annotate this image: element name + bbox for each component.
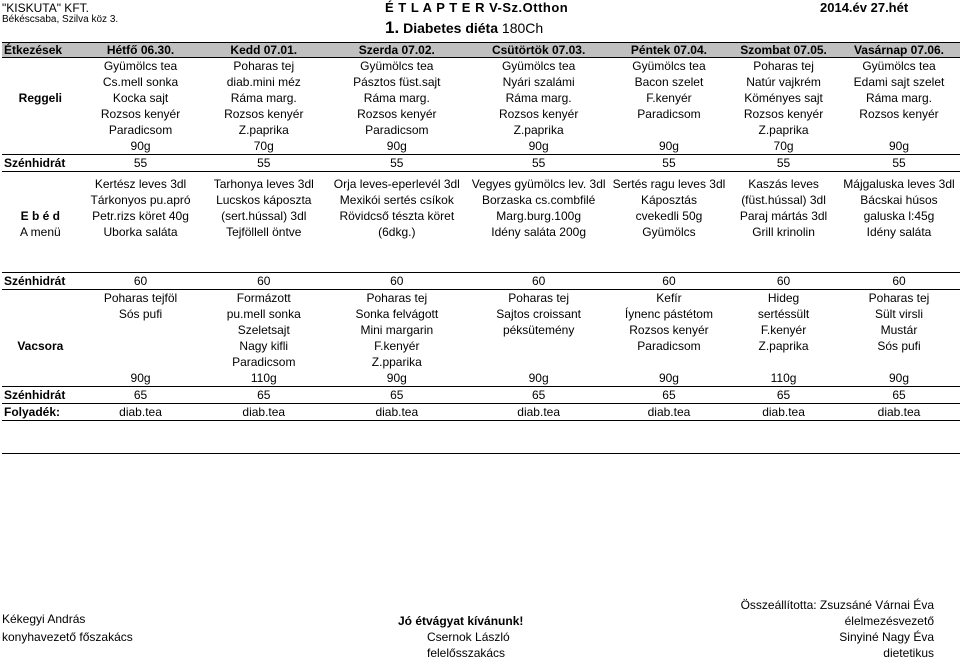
dinner-item-cell: Sült virsli <box>874 307 923 321</box>
lunch-dish-cell: Idény saláta <box>866 225 932 239</box>
breakfast-item-cell: Gyümölcs tea <box>360 59 434 73</box>
row-label-empty <box>2 122 79 138</box>
carb-value-cell: 60 <box>468 273 608 290</box>
carb-value-cell: 65 <box>838 387 960 404</box>
spacer-cell <box>838 421 960 438</box>
lunch-dish-cell: Káposztás <box>640 193 697 207</box>
breakfast-item-cell: Cs.mell sonka <box>102 75 179 89</box>
breakfast-item-cell: Paradicsom <box>637 107 701 121</box>
carb-value-cell: 65 <box>79 387 203 404</box>
drink-cell: diab.tea <box>729 404 838 421</box>
spacer-cell <box>609 421 729 438</box>
row-label-empty <box>2 138 79 155</box>
lunch-dish-cell: Kaszás leves <box>748 177 819 191</box>
row-label-empty <box>2 306 79 322</box>
carb-value-cell: 60 <box>729 273 838 290</box>
row-label: Folyadék: <box>2 404 79 421</box>
dinner-item-cell <box>79 354 203 370</box>
dinner-item-cell: Mustár <box>880 323 918 337</box>
lunch-dish-cell: Petr.rizs köret 40g <box>92 209 189 223</box>
dinner-item-cell: 90g <box>130 371 151 385</box>
footer-right-name2: Sinyiné Nagy Éva <box>839 630 934 644</box>
row-label: Szénhidrát <box>2 155 79 172</box>
spacer-cell <box>468 256 608 273</box>
lunch-dish-cell: Rövidcső tészta köret <box>339 209 455 223</box>
lunch-dish-cell: Kertész leves 3dl <box>94 177 187 191</box>
dinner-item-cell: Poharas tej <box>868 291 930 305</box>
breakfast-item-cell: diab.mini méz <box>226 75 301 89</box>
dinner-item-cell: Formázott <box>236 291 291 305</box>
dinner-item-cell: 90g <box>658 371 679 385</box>
row-label-empty <box>2 74 79 90</box>
dinner-item-cell: 90g <box>528 371 549 385</box>
dinner-item-cell: péksütemény <box>502 323 575 337</box>
breakfast-item-cell: Rozsos kenyér <box>498 107 579 121</box>
lunch-dish-cell: Tejföllell öntve <box>226 225 302 239</box>
carb-value-cell: 65 <box>609 387 729 404</box>
carb-value-cell: 55 <box>838 155 960 172</box>
dinner-item-cell <box>729 354 838 370</box>
lunch-dish-cell: Mexikói sertés csíkok <box>339 193 454 207</box>
row-label-empty <box>2 176 79 192</box>
lunch-dish-cell: Grill krinolin <box>752 225 815 239</box>
lunch-dish-cell: (sert.hússal) 3dl <box>221 209 307 223</box>
row-label: E b é d <box>20 209 61 223</box>
breakfast-item-cell: Pásztos füst.sajt <box>353 75 441 89</box>
lunch-dish-cell: Uborka saláta <box>103 225 178 239</box>
breakfast-item-cell: Ráma marg. <box>363 91 430 105</box>
row-label-empty <box>2 322 79 338</box>
spacer-cell <box>838 240 960 256</box>
dinner-item-cell: pu.mell sonka <box>226 307 301 321</box>
row-label-empty <box>2 58 79 75</box>
carb-value-cell: 60 <box>609 273 729 290</box>
breakfast-item-cell: 90g <box>528 139 549 153</box>
spacer-cell <box>609 240 729 256</box>
day-header: Kedd 07.01. <box>202 43 325 58</box>
week-label: 2014.év 27.hét <box>820 0 909 15</box>
breakfast-item-cell: 90g <box>888 139 909 153</box>
dinner-item-cell: Sós pufi <box>877 339 921 353</box>
drink-cell: diab.tea <box>79 404 203 421</box>
day-header: Vasárnap 07.06. <box>838 43 960 58</box>
spacer-cell <box>325 240 468 256</box>
breakfast-item-cell: F.kenyér <box>646 91 692 105</box>
footer-center-name: Csernok László <box>427 630 510 644</box>
carb-value-cell: 55 <box>202 155 325 172</box>
dinner-item-cell <box>609 354 729 370</box>
breakfast-item-cell: Gyümölcs tea <box>862 59 936 73</box>
breakfast-item-cell: Paradicsom <box>108 123 173 137</box>
spacer-cell <box>468 421 608 438</box>
spacer-cell <box>729 437 838 454</box>
lunch-dish-cell: Májgaluska leves 3dl <box>843 177 955 191</box>
spacer-cell <box>79 240 203 256</box>
lunch-dish-cell: cvekedli 50g <box>635 209 703 223</box>
lunch-dish-cell: Tárkonyos pu.apró <box>90 193 191 207</box>
breakfast-item-cell: Gyümölcs tea <box>103 59 178 73</box>
dinner-item-cell: sertéssült <box>757 307 810 321</box>
header-meal-label: Étkezések <box>2 43 79 58</box>
footer-compiled-by: Összeállította: Zsuzsáné Várnai Éva <box>740 598 934 612</box>
carb-value-cell: 60 <box>838 273 960 290</box>
carb-value-cell: 65 <box>325 387 468 404</box>
breakfast-item-cell: Z.paprika <box>513 123 564 137</box>
spacer-cell <box>325 256 468 273</box>
carb-value-cell: 55 <box>468 155 608 172</box>
row-label: Vacsora <box>17 339 64 353</box>
company-address: Békéscsaba, Szilva köz 3. <box>2 14 119 25</box>
dinner-item-cell: Paradicsom <box>232 355 296 369</box>
dinner-item-cell: Szeletsajt <box>237 323 290 337</box>
carb-value-cell: 60 <box>325 273 468 290</box>
lunch-dish-cell: Gyümölcs <box>642 225 696 239</box>
drink-cell: diab.tea <box>609 404 729 421</box>
drink-cell: diab.tea <box>202 404 325 421</box>
carb-value-cell: 55 <box>79 155 203 172</box>
dinner-item-cell: Kefír <box>656 291 682 305</box>
dinner-item-cell: Poharas tej <box>366 291 428 305</box>
drink-cell: diab.tea <box>325 404 468 421</box>
breakfast-item-cell: Edami sajt szelet <box>853 75 945 89</box>
spacer-cell <box>729 256 838 273</box>
breakfast-item-cell: Rozsos kenyér <box>224 107 304 121</box>
spacer-cell <box>79 256 203 273</box>
drink-cell: diab.tea <box>838 404 960 421</box>
spacer-cell <box>2 240 79 256</box>
row-label-empty <box>2 354 79 370</box>
drink-cell: diab.tea <box>468 404 608 421</box>
diet-number: 1. <box>385 18 400 37</box>
diet-carbs: 180Ch <box>501 20 544 36</box>
dinner-item-cell: Nagy kifli <box>239 339 289 353</box>
breakfast-item-cell: 90g <box>386 139 407 153</box>
breakfast-item-cell: Ráma marg. <box>865 91 932 105</box>
dinner-item-cell: 110g <box>250 371 277 385</box>
breakfast-item-cell: Köményes sajt <box>744 91 823 105</box>
lunch-dish-cell: Sertés ragu leves 3dl <box>612 177 726 191</box>
spacer-cell <box>729 240 838 256</box>
spacer-cell <box>468 240 608 256</box>
menu-plan-title: É T L A P T E R V-Sz.Otthon <box>385 0 569 15</box>
day-header: Szerda 07.02. <box>325 43 468 58</box>
lunch-dish-cell: Paraj mártás 3dl <box>739 209 828 223</box>
spacer-cell <box>838 256 960 273</box>
dinner-item-cell: Sonka felvágott <box>355 307 439 321</box>
lunch-dish-cell: Lucskos káposzta <box>216 193 312 207</box>
breakfast-item-cell: Rozsos kenyér <box>357 107 437 121</box>
footer-right-role2: dietetikus <box>883 646 934 660</box>
dinner-item-cell: Z.pparika <box>371 355 422 369</box>
carb-value-cell: 55 <box>325 155 468 172</box>
carb-value-cell: 60 <box>79 273 203 290</box>
dinner-item-cell: Sajtos croissant <box>496 307 581 321</box>
footer-slogan: Jó étvágyat kívánunk! <box>398 614 524 628</box>
dinner-item-cell: 90g <box>386 371 407 385</box>
spacer-cell <box>325 421 468 438</box>
carb-value-cell: 55 <box>729 155 838 172</box>
spacer-cell <box>202 421 325 438</box>
dinner-item-cell: Mini margarin <box>360 323 434 337</box>
dinner-item-cell: 110g <box>770 371 797 385</box>
lunch-dish-cell: Tarhonya leves 3dl <box>213 177 314 191</box>
spacer-cell <box>2 421 79 438</box>
dinner-item-cell <box>838 354 960 370</box>
dinner-item-cell: Sós pufi <box>118 307 163 321</box>
lunch-dish-cell: galuska l:45g <box>863 209 935 223</box>
dinner-item-cell: Íynenc pástétom <box>624 307 713 321</box>
spacer-cell <box>202 437 325 454</box>
company-name: "KISKUTA" KFT. <box>2 1 89 15</box>
breakfast-item-cell: Rozsos kenyér <box>743 107 824 121</box>
row-label: Szénhidrát <box>2 273 79 290</box>
dinner-item-cell: Hideg <box>767 291 800 305</box>
row-label: A menü <box>19 225 61 239</box>
breakfast-item-cell: Poharas tej <box>233 59 295 73</box>
lunch-dish-cell: Borzaska cs.combfilé <box>481 193 596 207</box>
row-label-empty <box>2 106 79 122</box>
lunch-dish-cell: Bácskai húsos <box>860 193 938 207</box>
spacer-cell <box>2 256 79 273</box>
dinner-item-cell: F.kenyér <box>760 323 807 337</box>
breakfast-item-cell: Rozsos kenyér <box>859 107 939 121</box>
breakfast-item-cell: Z.paprika <box>758 123 809 137</box>
row-label: Reggeli <box>18 91 63 105</box>
row-label-empty <box>2 192 79 208</box>
dinner-item-cell: Z.paprika <box>758 339 809 353</box>
spacer-cell <box>609 256 729 273</box>
footer-left-name: Kékegyi András <box>2 612 86 626</box>
carb-value-cell: 65 <box>729 387 838 404</box>
lunch-dish-cell: Idény saláta 200g <box>491 225 587 239</box>
breakfast-item-cell: Poharas tej <box>753 59 814 73</box>
menu-table <box>2 42 960 454</box>
spacer-cell <box>202 240 325 256</box>
breakfast-item-cell: 70g <box>773 139 794 153</box>
breakfast-item-cell: Z.paprika <box>238 123 289 137</box>
dinner-item-cell <box>79 322 203 338</box>
breakfast-item-cell: Natúr vajkrém <box>746 75 821 89</box>
carb-value-cell: 55 <box>609 155 729 172</box>
day-header: Hétfő 06.30. <box>79 43 203 58</box>
dinner-item-cell: 90g <box>888 371 909 385</box>
spacer-cell <box>609 437 729 454</box>
dinner-item-cell: F.kenyér <box>374 339 420 353</box>
spacer-cell <box>468 437 608 454</box>
footer-center-role: felelősszakács <box>427 646 506 660</box>
breakfast-item-cell <box>838 122 960 138</box>
spacer-cell <box>202 256 325 273</box>
row-label-empty <box>2 370 79 387</box>
footer-right-role1: élelmezésvezető <box>844 614 934 628</box>
spacer-cell <box>79 437 203 454</box>
dinner-item-cell <box>79 338 203 354</box>
dinner-item-cell: Paradicsom <box>637 339 701 353</box>
spacer-cell <box>325 437 468 454</box>
lunch-dish-cell: (füst.hússal) 3dl <box>741 193 826 207</box>
breakfast-item-cell: Kocka sajt <box>112 91 169 105</box>
breakfast-item-cell: Bacon szelet <box>634 75 704 89</box>
breakfast-item-cell: Gyümölcs tea <box>501 59 576 73</box>
dinner-item-cell: Poharas tej <box>508 291 569 305</box>
breakfast-item-cell: 90g <box>658 139 679 153</box>
day-header: Péntek 07.04. <box>609 43 729 58</box>
diet-title <box>385 18 543 38</box>
dinner-item-cell <box>468 338 608 354</box>
carb-value-cell: 60 <box>202 273 325 290</box>
spacer-cell <box>729 421 838 438</box>
lunch-dish-cell: Orja leves-eperlevél 3dl <box>333 177 460 191</box>
breakfast-item-cell: 90g <box>130 139 151 153</box>
carb-value-cell: 65 <box>468 387 608 404</box>
day-header: Szombat 07.05. <box>729 43 838 58</box>
carb-value-cell: 65 <box>202 387 325 404</box>
dinner-item-cell <box>468 354 608 370</box>
breakfast-item-cell: Nyári szalámi <box>502 75 575 89</box>
breakfast-item-cell: 70g <box>253 139 274 153</box>
lunch-dish-cell: Vegyes gyümölcs lev. 3dl <box>471 177 606 191</box>
breakfast-item-cell <box>609 122 729 138</box>
lunch-dish-cell: (6dkg.) <box>378 225 416 239</box>
lunch-dish-cell: Marg.burg.100g <box>496 209 582 223</box>
row-label-empty <box>2 290 79 307</box>
breakfast-item-cell: Ráma marg. <box>230 91 297 105</box>
breakfast-item-cell: Gyümölcs tea <box>632 59 706 73</box>
breakfast-item-cell: Rozsos kenyér <box>100 107 181 121</box>
dinner-item-cell: Rozsos kenyér <box>629 323 709 337</box>
spacer-cell <box>79 421 203 438</box>
spacer-cell <box>838 437 960 454</box>
row-label: Szénhidrát <box>2 387 79 404</box>
footer-left-role: konyhavezető főszakács <box>2 630 133 644</box>
breakfast-item-cell: Ráma marg. <box>505 91 572 105</box>
breakfast-item-cell: Paradicsom <box>365 123 429 137</box>
spacer-cell <box>2 437 79 454</box>
dinner-item-cell: Poharas tejföl <box>103 291 178 305</box>
diet-name: Diabetes diéta <box>403 20 499 36</box>
day-header: Csütörtök 07.03. <box>468 43 608 58</box>
